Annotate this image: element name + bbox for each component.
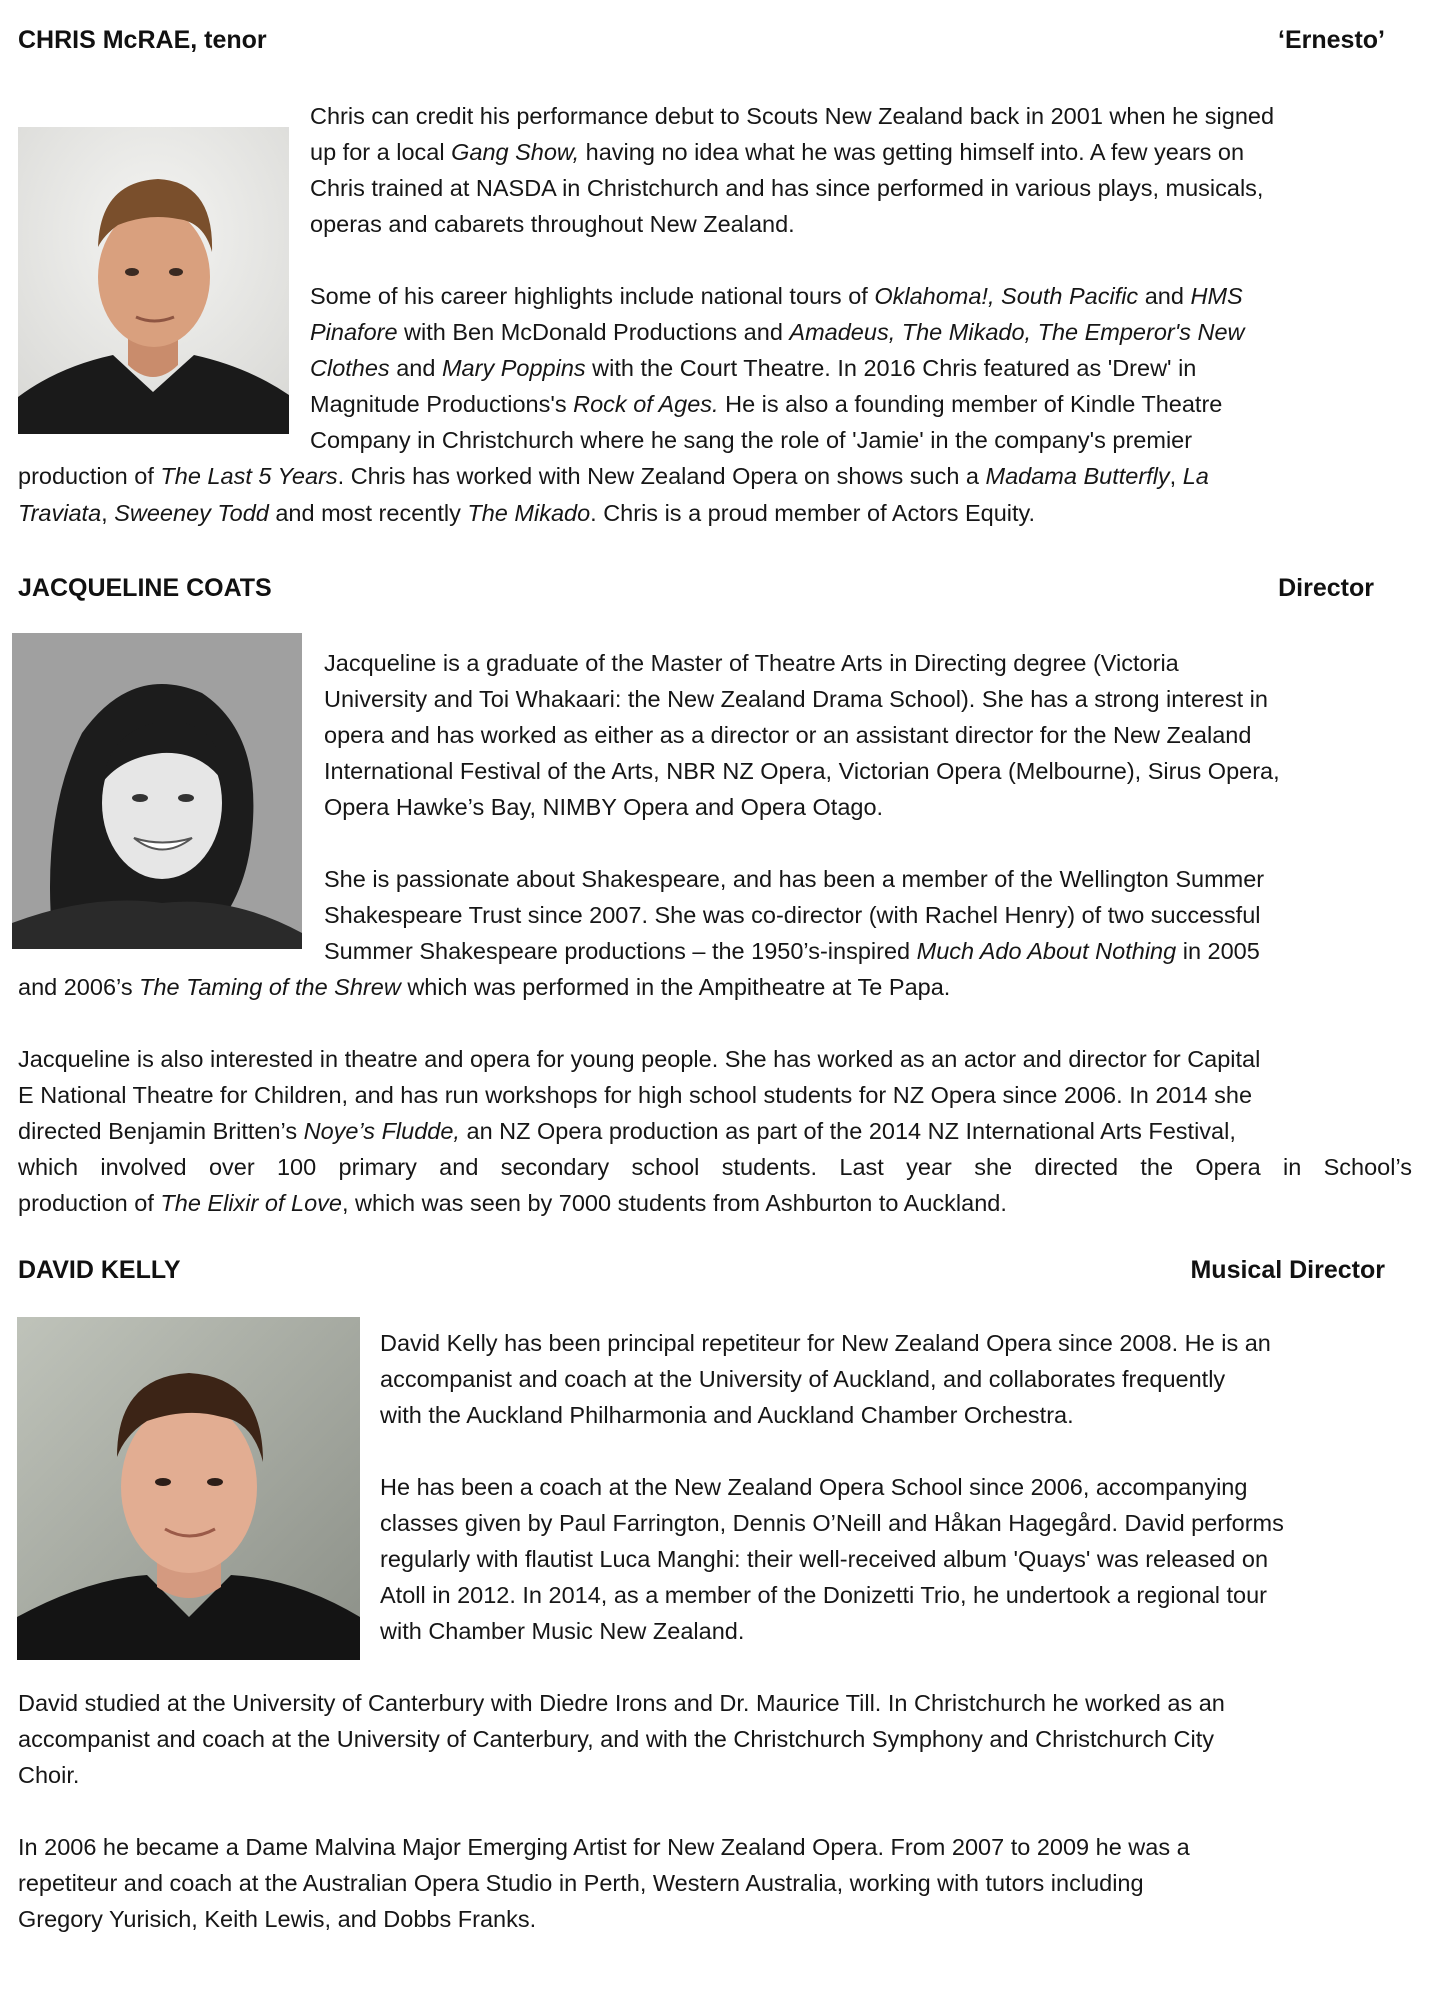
bio-name: DAVID KELLY: [18, 1256, 181, 1284]
text-line: Opera Hawke’s Bay, NIMBY Opera and Opera Otago.: [324, 794, 884, 821]
text-line: which involved over 100 primary and secondary school students. Last year she directed the Opera in School’s: [18, 1154, 1412, 1181]
bio-header-chris: [18, 26, 1385, 55]
text-line: In 2006 he became a Dame Malvina Major Emerging Artist for New Zealand Opera. From 2007 to 2009 he was a: [18, 1834, 1190, 1860]
bio-paragraph: [380, 1469, 1284, 1649]
text-line: accompanist and coach at the University of Auckland, and collaborates frequently: [380, 1366, 1226, 1393]
text-line: Atoll in 2012. In 2014, as a member of the Donizetti Trio, he undertook a regional tour: [380, 1582, 1267, 1609]
bio-role: Musical Director: [1190, 1256, 1385, 1284]
text-line: Pinafore with Ben McDonald Productions and Amadeus, The Mikado, The Emperor's New: [310, 319, 1245, 346]
text-line: David studied at the University of Canterbury with Diedre Irons and Dr. Maurice Till. In Christchurch he worked as an: [18, 1690, 1225, 1716]
text-line: Chris trained at NASDA in Christchurch and has since performed in various plays, musicals,: [310, 175, 1264, 202]
bio-name: CHRIS McRAE, tenor: [18, 26, 267, 54]
text-line: with Chamber Music New Zealand.: [380, 1618, 745, 1645]
bio-paragraph: [324, 645, 1280, 825]
text-line: Shakespeare Trust since 2007. She was co-director (with Rachel Henry) of two successful: [324, 902, 1261, 929]
text-line: Jacqueline is a graduate of the Master of Theatre Arts in Directing degree (Victoria: [324, 650, 1179, 676]
bio-paragraph: [18, 861, 1265, 1005]
text-line: Choir.: [18, 1762, 80, 1789]
text-line: David Kelly has been principal repetiteur for New Zealand Opera since 2008. He is an: [380, 1330, 1271, 1356]
text-line: repetiteur and coach at the Australian Opera Studio in Perth, Western Australia, working with tutors including: [18, 1870, 1144, 1897]
bio-header-david: [18, 1256, 1385, 1285]
text-line: He has been a coach at the New Zealand Opera School since 2006, accompanying: [380, 1474, 1248, 1500]
text-line: classes given by Paul Farrington, Dennis O’Neill and Håkan Hagegård. David performs: [380, 1510, 1284, 1537]
bio-paragraph: [18, 278, 1245, 531]
headshot-chris-mcrae: [18, 127, 289, 434]
text-line: E National Theatre for Children, and has run workshops for high school students for NZ Opera since 2006. In 2014 she: [18, 1082, 1253, 1109]
text-line: production of The Last 5 Years. Chris has worked with New Zealand Opera on shows such a Madama Butterfly, La: [18, 463, 1209, 490]
text-line: Some of his career highlights include national tours of Oklahoma!, South Pacific and HMS: [310, 283, 1243, 309]
bio-paragraph: [310, 98, 1274, 242]
text-line: Company in Christchurch where he sang the role of 'Jamie' in the company's premier: [310, 427, 1193, 454]
text-line: Gregory Yurisich, Keith Lewis, and Dobbs Franks.: [18, 1906, 537, 1933]
text-line: University and Toi Whakaari: the New Zealand Drama School). She has a strong interest in: [324, 686, 1268, 713]
text-line: and 2006’s The Taming of the Shrew which was performed in the Ampitheatre at Te Papa.: [18, 974, 951, 1001]
text-line: opera and has worked as either as a director or an assistant director for the New Zealand: [324, 722, 1252, 749]
text-line: accompanist and coach at the University of Canterbury, and with the Christchurch Symphony and Christchurch City: [18, 1726, 1215, 1753]
text-line: Jacqueline is also interested in theatre and opera for young people. She has worked as an actor and director for Capital: [18, 1046, 1261, 1072]
text-line: up for a local Gang Show, having no idea what he was getting himself into. A few years on: [310, 139, 1245, 166]
text-line: regularly with flautist Luca Manghi: their well-received album 'Quays' was released on: [380, 1546, 1269, 1573]
bio-paragraph: [18, 1829, 1190, 1937]
text-line: directed Benjamin Britten’s Noye’s Fludde, an NZ Opera production as part of the 2014 NZ International Arts Festival,: [18, 1118, 1236, 1145]
bio-paragraph: [18, 1041, 1412, 1221]
text-line: International Festival of the Arts, NBR NZ Opera, Victorian Opera (Melbourne), Sirus Opera,: [324, 758, 1280, 785]
bio-name: JACQUELINE COATS: [18, 574, 272, 602]
text-line: Summer Shakespeare productions – the 1950’s-inspired Much Ado About Nothing in 2005: [324, 938, 1260, 965]
headshot-david-kelly: [17, 1317, 360, 1660]
headshot-jacqueline-coats: [12, 633, 302, 949]
bio-paragraph: [18, 1685, 1225, 1793]
text-line: production of The Elixir of Love, which was seen by 7000 students from Ashburton to Auckland.: [18, 1190, 1007, 1217]
text-line: with the Auckland Philharmonia and Auckland Chamber Orchestra.: [380, 1402, 1074, 1429]
text-line: She is passionate about Shakespeare, and has been a member of the Wellington Summer: [324, 866, 1265, 892]
bio-role: ‘Ernesto’: [1278, 26, 1385, 54]
text-line: Magnitude Productions's Rock of Ages. He is also a founding member of Kindle Theatre: [310, 391, 1223, 418]
text-line: Chris can credit his performance debut to Scouts New Zealand back in 2001 when he signed: [310, 103, 1275, 129]
bio-role: Director: [1278, 574, 1374, 602]
bio-paragraph: [380, 1325, 1271, 1433]
text-line: Clothes and Mary Poppins with the Court Theatre. In 2016 Chris featured as 'Drew' in: [310, 355, 1197, 382]
bio-header-jacqueline: [18, 574, 1374, 603]
text-line: operas and cabarets throughout New Zealand.: [310, 211, 795, 238]
text-line: Traviata, Sweeney Todd and most recently The Mikado. Chris is a proud member of Actors Equity.: [18, 499, 1036, 526]
